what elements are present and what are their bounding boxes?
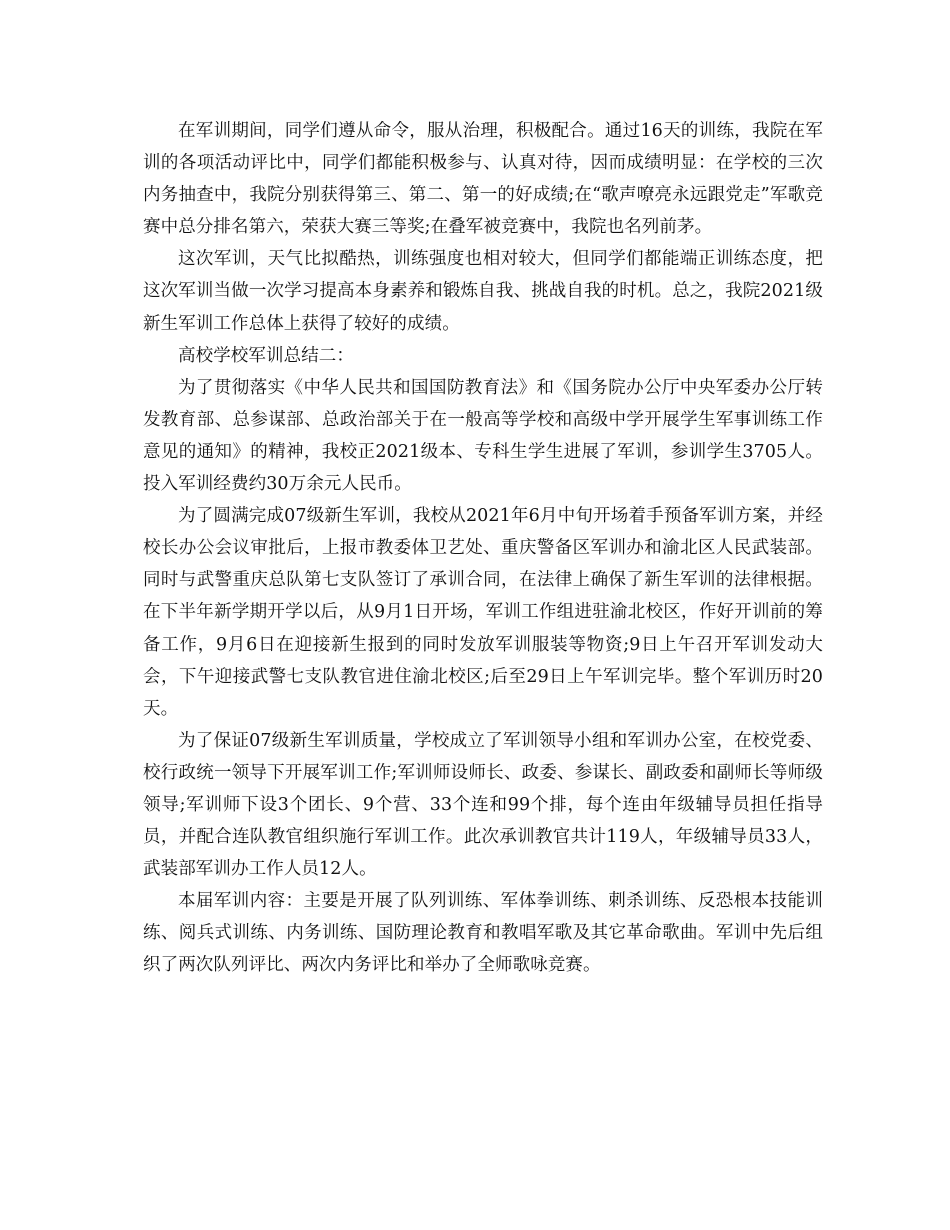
document-body (143, 115, 823, 982)
paragraph-preparation-schedule: 为了圆满完成07级新生军训，我校从2021年6月中旬开场着手预备军训方案，并经校长办公会议审批后，上报市教委体卫艺处、重庆警备区军训办和渝北区人民武装部。同时与武警重庆总队第七支队签订了承训合同，在法律上确保了新生军训的法律根据。在下半年新学期开学以后，从9月1日开场，军训工作组进驻渝北校区，作好开训前的筹备工作，9月6日在迎接新生报到的同时发放军训服装等物资;9日上午召开军训发动大会，下午迎接武警七支队教官进住渝北校区;后至29日上午军训完毕。整个军训历时20天。 (143, 506, 823, 719)
section-heading-summary-two: 高校学校军训总结二： (178, 345, 354, 366)
paragraph-organization: 为了保证07级新生军训质量，学校成立了军训领导小组和军训办公室，在校党委、校行政统一领导下开展军训工作;军训师设师长、政委、参谋长、副政委和副师长等师级领导;军训师下设3个团长、9个营、33个连和99个排，每个连由年级辅导员担任指导员，并配合连队教官组织施行军训工作。此次承训教官共计119人，年级辅导员33人，武装部军训办工作人员12人。 (143, 730, 823, 880)
paragraph-training-results: 在军训期间，同学们遵从命令，服从治理，积极配合。通过16天的训练，我院在军训的各项活动评比中，同学们都能积极参与、认真对待，因而成绩明显：在学校的三次内务抽查中，我院分别获得第三、第二、第一的好成绩;在“歌声嘹亮永远跟党走”军歌竞赛中总分排名第六，荣获大赛三等奖;在叠军被竞赛中，我院也名列前茅。 (143, 121, 823, 238)
paragraph-policy-basis: 为了贯彻落实《中华人民共和国国防教育法》和《国务院办公厅中央军委办公厅转发教育部、总参谋部、总政治部关于在一般高等学校和高级中学开展学生军事训练工作意见的通知》的精神，我校正2021级本、专科生学生进展了军训，参训学生3705人。投入军训经费约30万余元人民币。 (143, 377, 823, 495)
paragraph-training-content: 本届军训内容：主要是开展了队列训练、军体拳训练、刺杀训练、反恐根本技能训练、阅兵式训练、内务训练、国防理论教育和教唱军歌及其它革命歌曲。军训中先后组织了两次队列评比、两次内务评比和举办了全师歌咏竞赛。 (143, 891, 823, 976)
paragraph-weather-attitude: 这次军训，天气比拟酷热，训练强度也相对较大，但同学们都能端正训练态度，把这次军训当做一次学习提高本身素养和锻炼自我、挑战自我的时机。总之，我院2021级新生军训工作总体上获得了较好的成绩。 (143, 249, 823, 334)
